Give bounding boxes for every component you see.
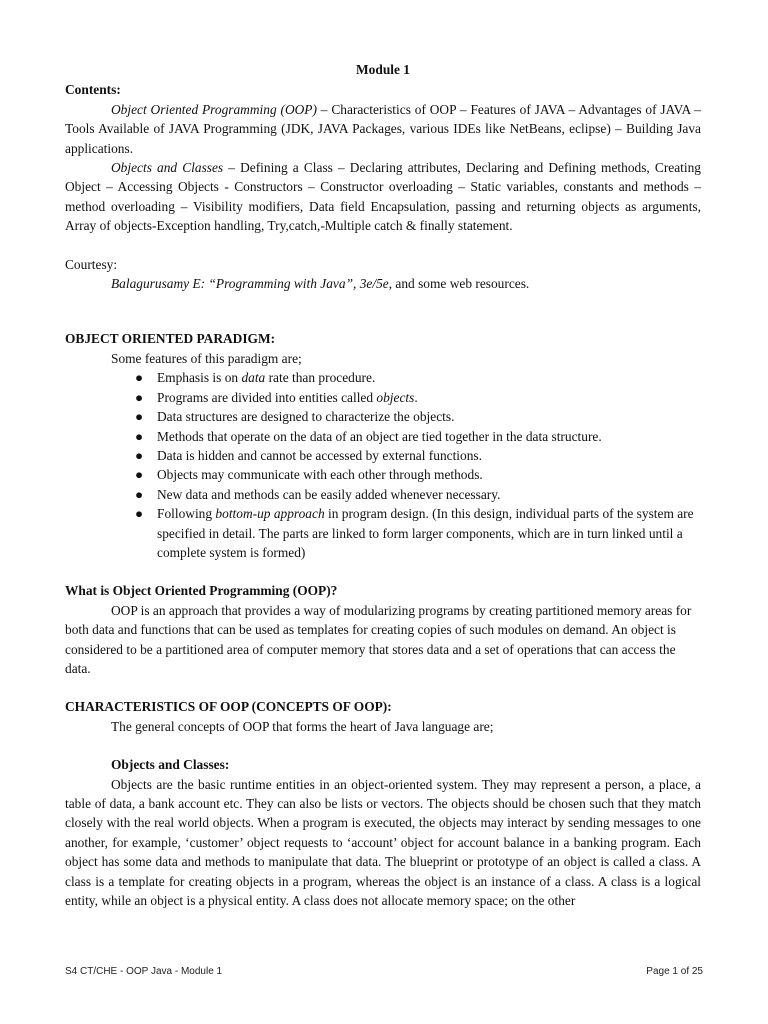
contents-paragraph-1 <box>65 100 701 158</box>
what-is-oop-heading: What is Object Oriented Programming (OOP)? <box>65 583 338 599</box>
list-item <box>65 504 701 562</box>
contents-heading: Contents: <box>65 82 121 98</box>
contents-p1-title: Object Oriented Programming (OOP) <box>111 101 317 117</box>
paradigm-intro: Some features of this paradigm are; <box>111 350 302 366</box>
courtesy-ref-rest: , and some web resources. <box>388 276 530 292</box>
bullet-text: Emphasis is on <box>157 370 242 386</box>
bullet-text: Methods that operate on the data of an object are tied together in the data structure. <box>157 428 602 444</box>
bullet-text: Programs are divided into entities called <box>157 389 377 405</box>
objects-classes-heading: Objects and Classes: <box>111 757 230 773</box>
paradigm-heading: OBJECT ORIENTED PARADIGM: <box>65 331 276 347</box>
bullet-emphasis: data <box>241 370 266 386</box>
bullet-icon: ● <box>135 506 144 522</box>
list-item <box>65 388 701 407</box>
document-page <box>65 60 701 910</box>
bullet-text: in program design. (In this design, individual parts of the system are specified in detail. The parts are linked to form larger components, which are in turn linked until a complete system is formed) <box>157 506 694 560</box>
list-item <box>65 465 701 484</box>
module-title: Module 1 <box>356 62 410 77</box>
bullet-text: Data is hidden and cannot be accessed by external functions. <box>157 447 482 463</box>
list-item <box>65 407 701 426</box>
paradigm-bullet-list <box>65 368 701 562</box>
footer-course-label: S4 CT/CHE - OOP Java - Module 1 <box>65 966 223 977</box>
courtesy-ref-italic: Balagurusamy E: “Programming with Java”, 3e/5e <box>111 276 389 292</box>
courtesy-label: Courtesy: <box>65 256 118 272</box>
characteristics-heading: CHARACTERISTICS OF OOP (CONCEPTS OF OOP): <box>65 699 392 715</box>
bullet-icon: ● <box>135 428 144 444</box>
bullet-icon: ● <box>135 486 144 502</box>
bullet-icon: ● <box>135 370 144 386</box>
list-item <box>65 485 701 504</box>
bullet-emphasis: objects <box>376 389 415 405</box>
what-is-oop-paragraph: OOP is an approach that provides a way of modularizing programs by creating partitioned memory areas for both data and functions that can be used as templates for creating copies of such modules on demand. An object is considered to be a partitioned area of computer memory that stores data and a set of operations that can access the data. <box>65 602 692 676</box>
bullet-text: Objects may communicate with each other through methods. <box>157 467 483 483</box>
objects-classes-paragraph: Objects are the basic runtime entities in an object-oriented system. They may represent a person, a place, a table of data, a bank account etc. They can also be lists or vectors. The objects should be chosen such that they match closely with the real world objects. When a program is executed, the objects may interact by sending messages to one another, for example, ‘customer’ object requests to ‘account’ object for account balance in a banking program. Each object has some data and methods to manipulate that data. The blueprint or prototype of an object is called a class. A class is a template for creating objects in a program, whereas the object is an instance of a class. A class is a logical entity, while an object is a physical entity. A class does not allocate memory space; on the other <box>65 776 701 909</box>
bullet-icon: ● <box>135 389 144 405</box>
list-item <box>65 368 701 387</box>
contents-p2-text: – Defining a Class – Declaring attributes, Declaring and Defining methods, Creating Object – Accessing Objects - Constructors – Constructor overloading – Static variables, constants and methods – method overloading – Visibility modifiers, Data field Encapsulation, passing and returning objects as arguments, Array of objects-Exception handling, Try,catch,-Multiple catch & finally statement. <box>65 160 702 234</box>
footer-page-number: Page 1 of 25 <box>646 966 703 977</box>
bullet-text: Data structures are designed to characterize the objects. <box>157 409 455 425</box>
contents-p2-title: Objects and Classes <box>111 160 224 176</box>
courtesy-reference <box>65 274 701 293</box>
bullet-icon: ● <box>135 467 144 483</box>
contents-paragraph-2 <box>65 158 701 236</box>
list-item <box>65 427 701 446</box>
bullet-text: Following <box>157 506 216 522</box>
bullet-text: . <box>414 389 418 405</box>
contents-p1-text: – Characteristics of OOP – Features of JAVA – Advantages of JAVA – Tools Available of JAVA Programming (JDK, JAVA Packages, various IDEs like NetBeans, eclipse) – Building Java applications. <box>65 101 702 156</box>
bullet-icon: ● <box>135 409 144 425</box>
bullet-emphasis: bottom-up approach <box>215 506 325 522</box>
list-item <box>65 446 701 465</box>
bullet-text: rate than procedure. <box>265 370 376 386</box>
bullet-text: New data and methods can be easily added whenever necessary. <box>157 486 501 502</box>
bullet-icon: ● <box>135 447 144 463</box>
characteristics-intro: The general concepts of OOP that forms the heart of Java language are; <box>111 718 494 734</box>
